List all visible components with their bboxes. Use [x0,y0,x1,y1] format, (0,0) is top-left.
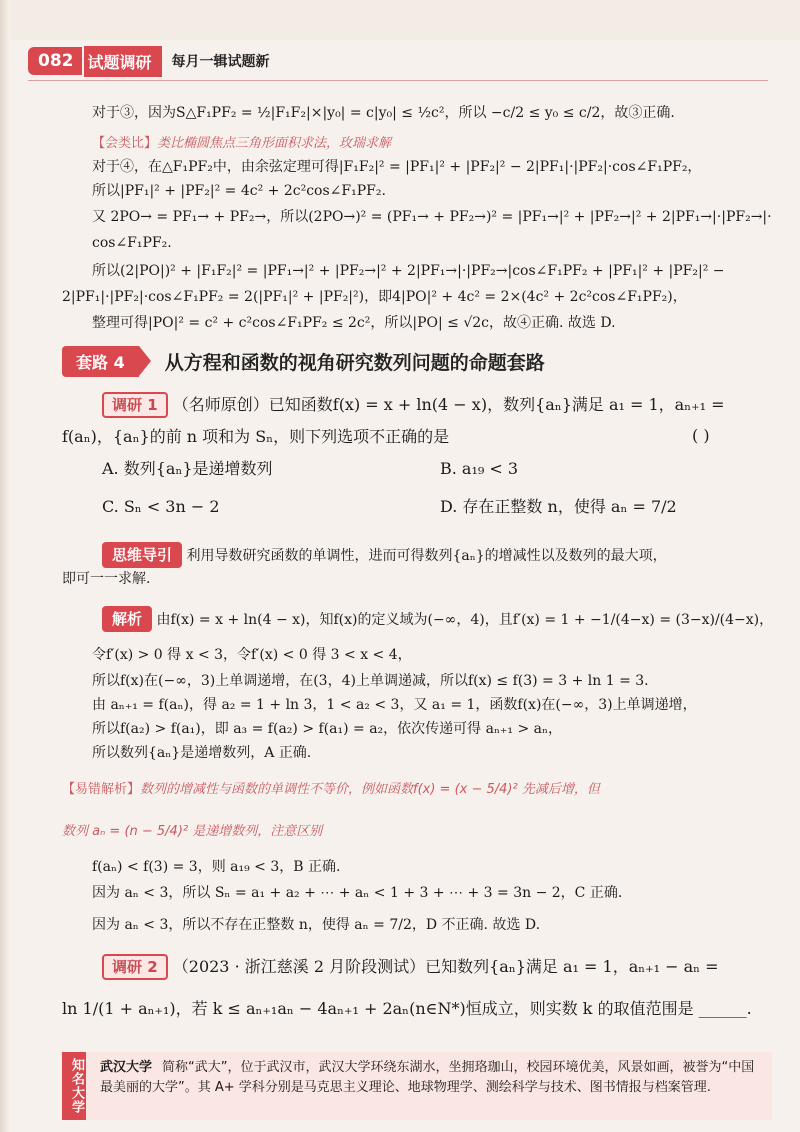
chevron-right-icon [139,346,151,376]
problem-label: 调研 2 [102,954,168,980]
solution-line: 所以f(x)在(−∞，3)上单调递增，在(3，4)上单调递减，所以f(x) ≤ f(3) = 3 + ln 1 = 3. [92,673,649,689]
solution-line: 令f′(x) > 0 得 x < 3，令f′(x) < 0 得 3 < x < 4， [92,647,412,663]
footer-side-tab: 知名大学 [62,1052,86,1120]
problem-stem [102,954,719,980]
annotation-tag: 【易错解析】 [62,782,141,797]
section-badge: 套路 4 [62,346,139,377]
annotation-note [62,778,600,797]
footer-text [100,1058,760,1098]
column-title: 试题调研 [84,46,162,77]
thinking-guide [102,542,667,568]
solution-text: 由f(x) = x + ln(4 − x)，知f(x)的定义域为(−∞，4)，且f′(x) = 1 + −1/(4−x) = (3−x)/(4−x)， [156,612,774,628]
problem-text: ln 1/(1 + aₙ₊₁)，若 k ≤ aₙ₊₁aₙ − 4aₙ₊₁ + 2aₙ(n∈N*)恒成立，则实数 k 的取值范围是 ______. [62,999,752,1018]
solution-label: 解析 [102,606,152,632]
header-rule [28,80,768,81]
annotation-tag: 【会类比】 [92,136,158,151]
option-d: D. 存在正整数 n，使得 aₙ = 7/2 [440,497,677,516]
problem-text: （2023 · 浙江慈溪 2 月阶段测试）已知数列{aₙ}满足 a₁ = 1，aₙ₊₁ − aₙ = [172,957,719,976]
problem-stem [102,392,725,418]
text-line: 2|PF₁|·|PF₂|·cos∠F₁PF₂ = 2(|PF₁|² + |PF₂|²)，即4|PO|² + 4c² = 2×(4c² + 2c²cos∠F₁PF₂)， [62,289,687,305]
answer-blank: ( ) [692,426,710,445]
problem-text: f(aₙ)，{aₙ}的前 n 项和为 Sₙ，则下列选项不正确的是 [62,427,450,446]
section-header [62,346,772,376]
annotation-text: 数列 aₙ = (n − 5/4)² 是递增数列，注意区别 [62,824,323,839]
section-title: 从方程和函数的视角研究数列问题的命题套路 [164,351,545,374]
annotation-text: 数列的增减性与函数的单调性不等价，例如函数f(x) = (x − 5/4)² 先减后增，但 [140,782,600,797]
solution-line [102,606,773,632]
annotation-text: 类比椭圆焦点三角形面积求法，玫瑞求解 [157,136,392,151]
problem-text: （名师原创）已知函数f(x) = x + ln(4 − x)，数列{aₙ}满足 a₁ = 1，aₙ₊₁ = [172,395,725,414]
page-header [28,46,270,76]
solution-line: f(aₙ) < f(3) = 3，则 a₁₉ < 3，B 正确. [92,859,341,875]
guide-text: 利用导数研究函数的单调性，进而可得数列{aₙ}的增减性以及数列的最大项， [186,548,667,564]
solution-line: 所以数列{aₙ}是递增数列，A 正确. [92,745,312,761]
option-c: C. Sₙ < 3n − 2 [102,497,220,516]
guide-text: 即可一一求解. [62,571,151,587]
header-subtitle: 每月一辑试题新 [171,54,270,70]
option-b: B. a₁₉ < 3 [440,459,519,478]
university-name: 武汉大学 [100,1060,153,1075]
problem-label: 调研 1 [102,392,168,418]
university-desc: 简称“武大”，位于武汉市，武汉大学环绕东湖水，坐拥珞珈山，校园环境优美，风景如画，被誉为“中国最美丽的大学”。其 A+ 学科分别是马克思主义理论、地球物理学、测绘科学与技术、图书情报与档案管理. [100,1060,755,1095]
solution-line: 所以f(a₂) > f(a₁)，即 a₃ = f(a₂) > f(a₁) = a₂，依次传递可得 aₙ₊₁ > aₙ， [92,721,563,737]
top-margin [0,0,800,40]
page-number: 082 [28,47,82,75]
solution-line: 由 aₙ₊₁ = f(aₙ)，得 a₂ = 1 + ln 3，1 < a₂ < 3，又 a₁ = 1，函数f(x)在(−∞，3)上单调递增， [92,697,697,713]
text-line: 所以|PF₁|² + |PF₂|² = 4c² + 2c²cos∠F₁PF₂. [92,183,386,199]
guide-label: 思维导引 [102,542,182,568]
page-edge-shadow [0,0,10,1132]
text-line: cos∠F₁PF₂. [92,235,172,251]
text-line: 对于③，因为S△F₁PF₂ = ½|F₁F₂|×|y₀| = c|y₀| ≤ ½c²，所以 −c/2 ≤ y₀ ≤ c/2，故③正确. [92,105,675,121]
text-line: 又 2PO→ = PF₁→ + PF₂→，所以(2PO→)² = (PF₁→ + PF₂→)² = |PF₁→|² + |PF₂→|² + 2|PF₁→|·|PF₂→|· [92,209,772,225]
solution-line: 因为 aₙ < 3，所以不存在正整数 n，使得 aₙ = 7/2，D 不正确. 故选 D. [92,917,541,933]
annotation-note [92,132,391,151]
text-line: 对于④，在△F₁PF₂中，由余弦定理可得|F₁F₂|² = |PF₁|² + |PF₂|² − 2|PF₁|·|PF₂|·cos∠F₁PF₂， [92,159,702,175]
option-a: A. 数列{aₙ}是递增数列 [102,459,273,478]
solution-line: 因为 aₙ < 3，所以 Sₙ = a₁ + a₂ + ⋯ + aₙ < 1 + 3 + ⋯ + 3 = 3n − 2，C 正确. [92,885,623,901]
footer-box [62,1052,772,1120]
text-line: 所以(2|PO|)² + |F₁F₂|² = |PF₁→|² + |PF₂→|² + 2|PF₁→|·|PF₂→|cos∠F₁PF₂ + |PF₁|² + |PF₂|² − [92,263,725,279]
text-line: 整理可得|PO|² = c² + c²cos∠F₁PF₂ ≤ 2c²，所以|PO| ≤ √2c，故④正确. 故选 D. [92,315,616,331]
